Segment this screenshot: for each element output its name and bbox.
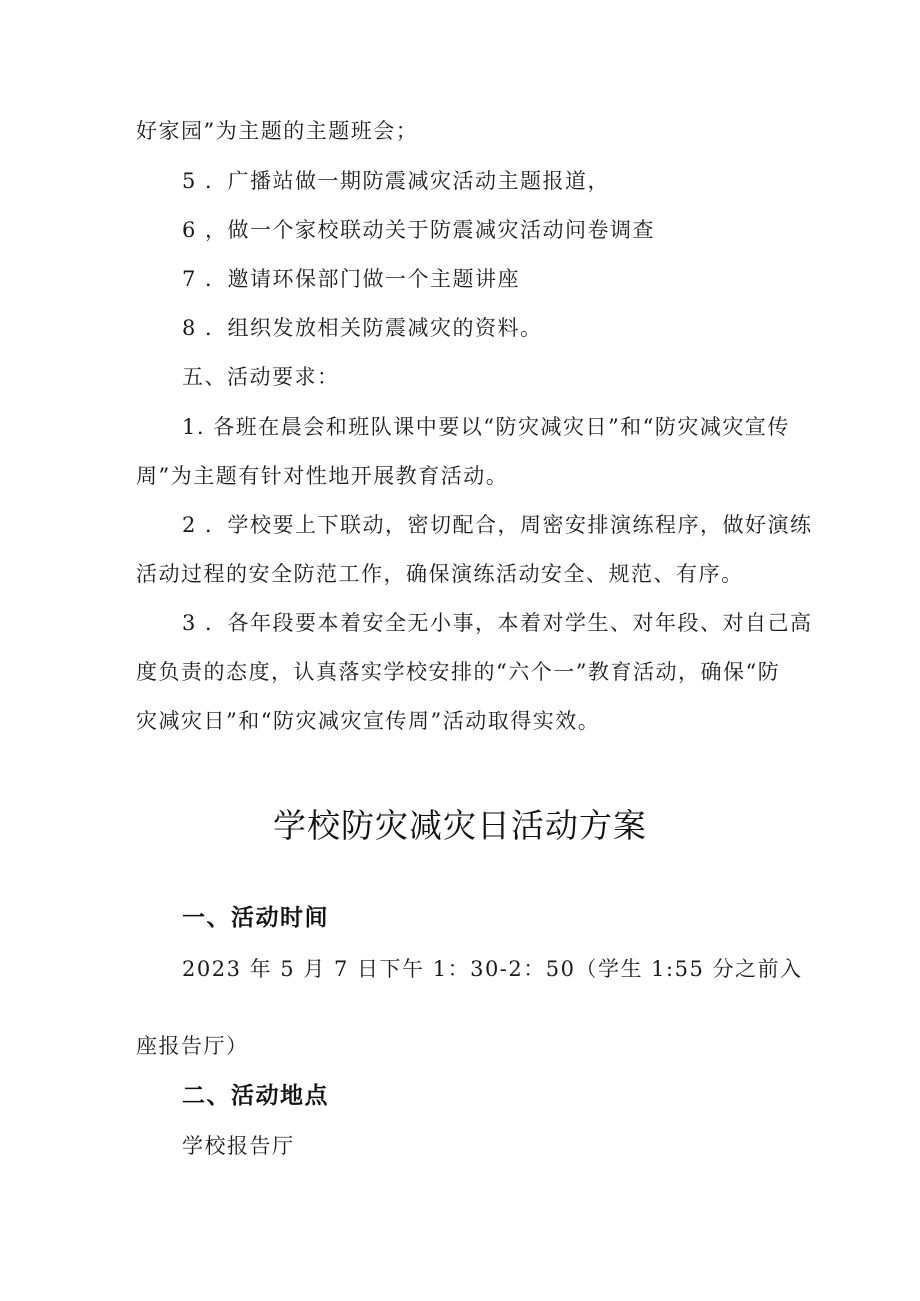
document-title: 学校防灾减灾日活动方案 [273,806,647,845]
list-item-6: 6 ，做一个家校联动关于防震减灾活动问卷调查 [182,218,656,242]
activity-time-line: 座报告厅） [136,1034,249,1058]
list-item-7: 7 ．邀请环保部门做一个主题讲座 [182,267,521,291]
requirement-2-line: 活动过程的安全防范工作，确保演练活动安全、规范、有序。 [136,562,744,586]
section-heading-time: 一、活动时间 [182,905,329,931]
activity-location-line: 学校报告厅 [182,1134,295,1158]
requirement-1-line: 周”为主题有针对性地开展教育活动。 [136,464,509,488]
requirement-3-line: 灾减灾日”和“防灾减灾宣传周”活动取得实效。 [136,709,601,733]
requirement-2-line: 2 ．学校要上下联动，密切配合，周密安排演练程序，做好演练 [182,513,813,537]
requirement-1-line: 1. 各班在晨会和班队课中要以“防灾减灾日”和“防灾减灾宣传 [182,415,790,439]
section-heading-requirements: 五、活动要求： [182,365,340,389]
requirement-3-line: 度负责的态度，认真落实学校安排的“六个一”教育活动，确保“防 [136,660,781,684]
paragraph-line: 好家园”为主题的主题班会； [136,119,419,143]
requirement-3-line: 3 ．各年段要本着安全无小事，本着对学生、对年段、对自己高 [182,611,813,635]
activity-time-line: 2023 年 5 月 7 日下午 1：30-2：50（学生 1:55 分之前入 [182,957,803,981]
section-heading-location: 二、活动地点 [182,1083,329,1109]
list-item-8: 8 ．组织发放相关防震减灾的资料。 [182,316,543,340]
list-item-5: 5 ．广播站做一期防震减灾活动主题报道， [182,169,611,193]
